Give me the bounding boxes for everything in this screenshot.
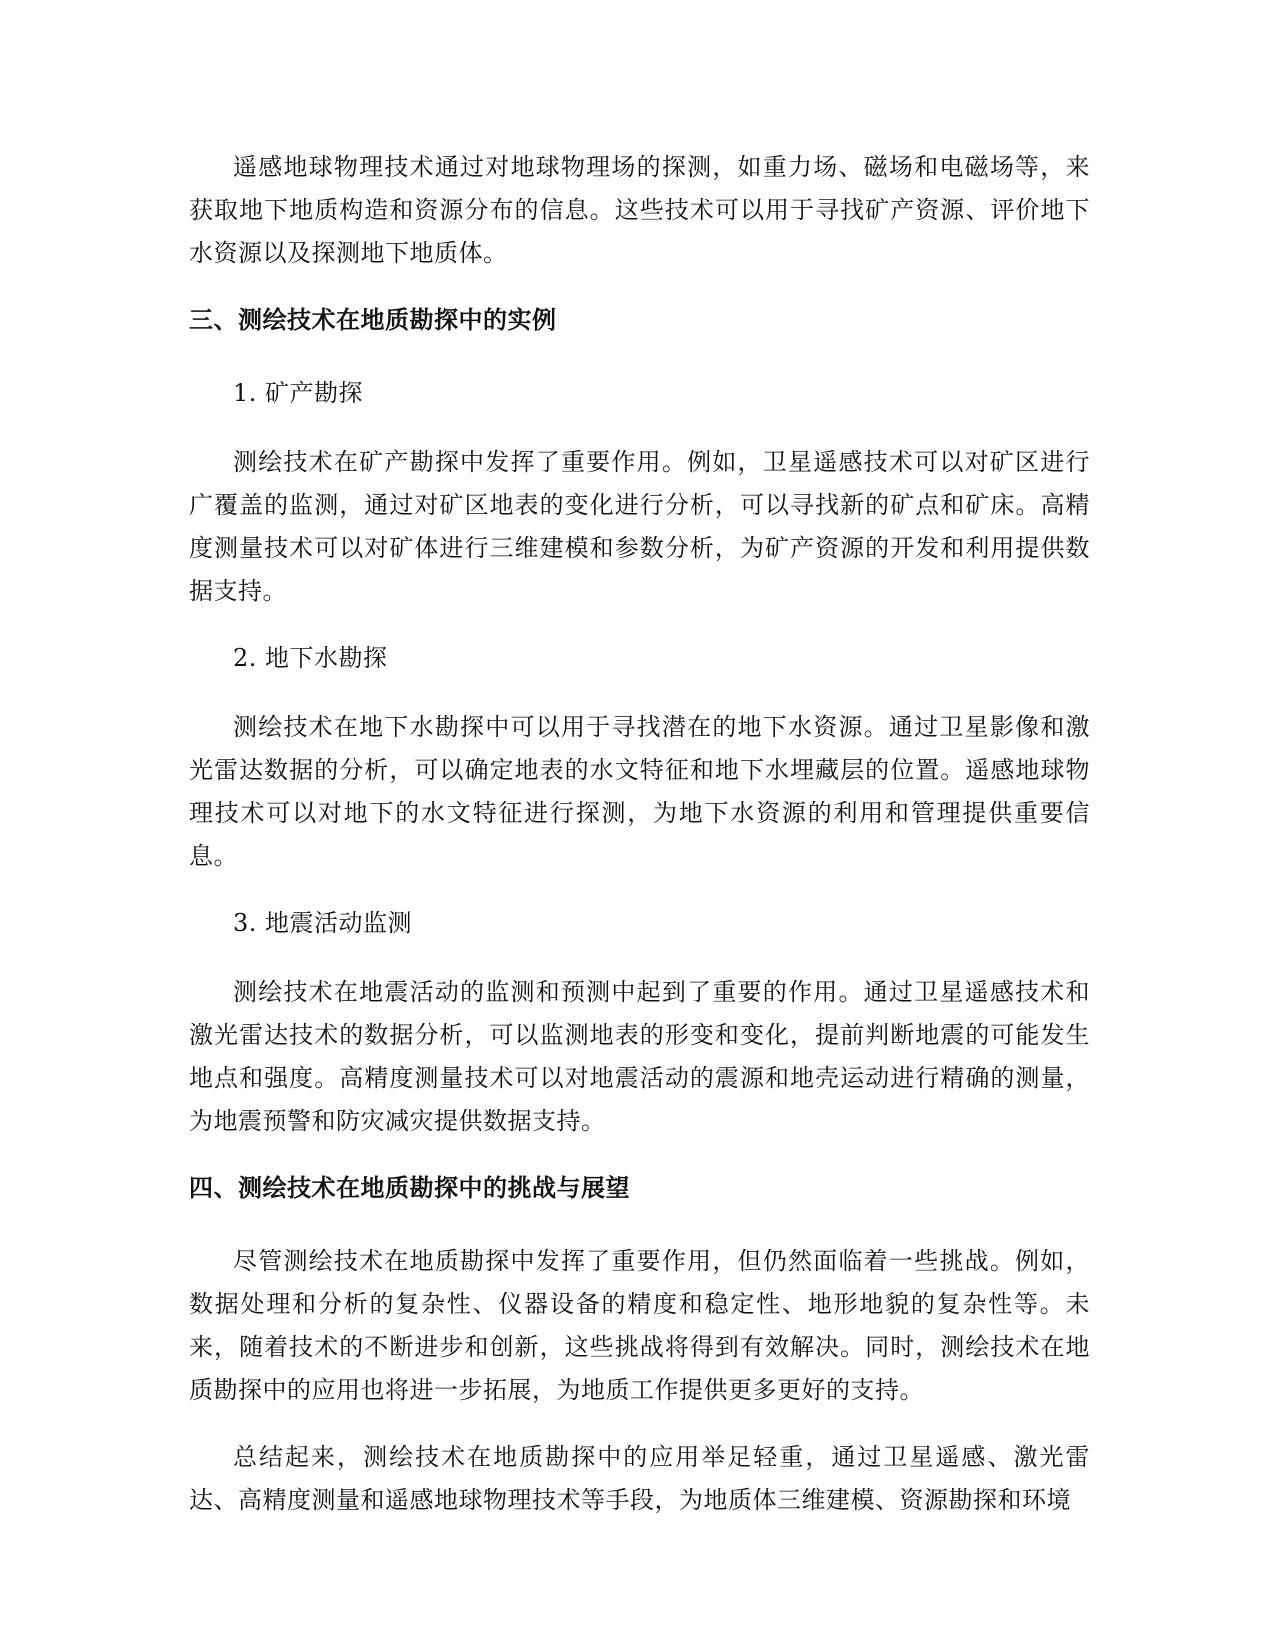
- paragraph-mineral-exploration: 测绘技术在矿产勘探中发挥了重要作用。例如，卫星遥感技术可以对矿区进行广覆盖的监测，通过对矿区地表的变化进行分析，可以寻找新的矿点和矿床。高精度测量技术可以对矿体进行三维建模和参数分析，为矿产资源的开发和利用提供数据支持。: [189, 448, 1090, 605]
- subheading-seismic-monitoring: 3. 地震活动监测: [233, 909, 413, 937]
- paragraph-conclusion: 总结起来，测绘技术在地质勘探中的应用举足轻重，通过卫星遥感、激光雷达、高精度测量和遥感地球物理技术等手段，为地质体三维建模、资源勘探和环境: [189, 1443, 1090, 1514]
- subheading-groundwater-exploration: 2. 地下水勘探: [233, 644, 388, 672]
- paragraph-groundwater-exploration: 测绘技术在地下水勘探中可以用于寻找潜在的地下水资源。通过卫星影像和激光雷达数据的分析，可以确定地表的水文特征和地下水埋藏层的位置。遥感地球物理技术可以对地下的水文特征进行探测，为地下水资源的利用和管理提供重要信息。: [189, 713, 1090, 870]
- document-body: [189, 146, 1090, 1546]
- subheading-mineral-exploration: 1. 矿产勘探: [233, 379, 364, 407]
- paragraph-remote-geophysics-intro: 遥感地球物理技术通过对地球物理场的探测，如重力场、磁场和电磁场等，来获取地下地质构造和资源分布的信息。这些技术可以用于寻找矿产资源、评价地下水资源以及探测地下地质体。: [189, 153, 1090, 267]
- paragraph-challenges: 尽管测绘技术在地质勘探中发挥了重要作用，但仍然面临着一些挑战。例如，数据处理和分析的复杂性、仪器设备的精度和稳定性、地形地貌的复杂性等。未来，随着技术的不断进步和创新，这些挑战将得到有效解决。同时，测绘技术在地质勘探中的应用也将进一步拓展，为地质工作提供更多更好的支持。: [189, 1247, 1090, 1404]
- section-heading-4: 四、测绘技术在地质勘探中的挑战与展望: [189, 1174, 630, 1202]
- paragraph-seismic-monitoring: 测绘技术在地震活动的监测和预测中起到了重要的作用。通过卫星遥感技术和激光雷达技术的数据分析，可以监测地表的形变和变化，提前判断地震的可能发生地点和强度。高精度测量技术可以对地震活动的震源和地壳运动进行精确的测量，为地震预警和防灾减灾提供数据支持。: [189, 978, 1090, 1135]
- section-heading-3: 三、测绘技术在地质勘探中的实例: [189, 306, 557, 334]
